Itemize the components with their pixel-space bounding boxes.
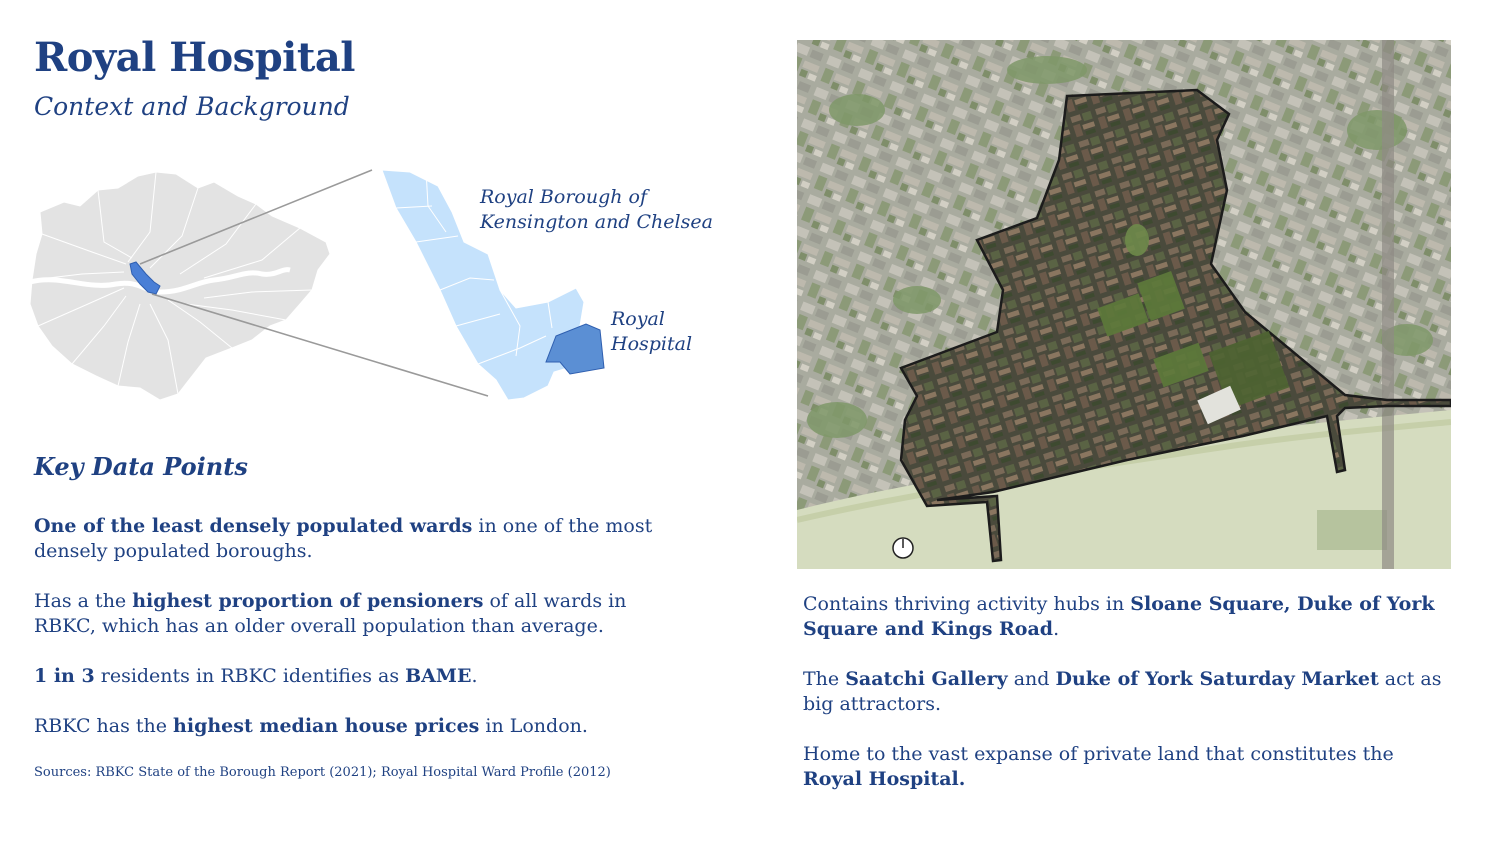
body-text: Has a the [34,590,133,612]
emphasis-text: BAME [405,665,472,687]
key-data-point-1 [34,514,684,564]
aerial-photo [797,40,1451,569]
key-data-point-3 [34,664,684,689]
emphasis-text: Royal Hospital. [803,768,966,790]
sources-note: Sources: RBKC State of the Borough Report (2021); Royal Hospital Ward Profile (2012) [34,765,611,780]
key-data-heading: Key Data Points [34,452,248,481]
body-text: and [1007,668,1056,690]
body-text: RBKC has the [34,715,174,737]
body-text: . [1053,618,1060,640]
body-text: act as big attractors. [803,668,1442,715]
body-text: in one of the most densely populated boroughs. [34,515,653,562]
key-data-point-4 [34,714,684,739]
body-text: Contains thriving activity hubs in [803,593,1131,615]
emphasis-text: 1 in 3 [34,665,95,687]
page-subtitle: Context and Background [34,92,350,121]
emphasis-text: highest proportion of pensioners [132,590,484,612]
page-title: Royal Hospital [34,34,355,81]
emphasis-text: Sloane Square, Duke of York Square and Kings Road [803,593,1435,640]
emphasis-text: One of the least densely populated wards [34,515,473,537]
key-data-point-2 [34,589,684,639]
body-text: residents in RBKC identifies as [94,665,406,687]
emphasis-text: Duke of York Saturday Market [1055,668,1379,690]
london-map [30,172,330,400]
body-text: The [803,668,846,690]
emphasis-text: Saatchi Gallery [845,668,1008,690]
aerial-point-2 [803,667,1443,717]
aerial-point-3 [803,742,1443,792]
borough-label: Royal Borough of Kensington and Chelsea [480,186,713,233]
body-text: . [471,665,478,687]
emphasis-text: highest median house prices [173,715,480,737]
body-text: in London. [479,715,588,737]
aerial-point-1 [803,592,1443,642]
ward-label: Royal Hospital [611,308,693,355]
body-text: Home to the vast expanse of private land that constitutes the [803,743,1394,765]
body-text: of all wards in RBKC, which has an older overall population than average. [34,590,627,637]
